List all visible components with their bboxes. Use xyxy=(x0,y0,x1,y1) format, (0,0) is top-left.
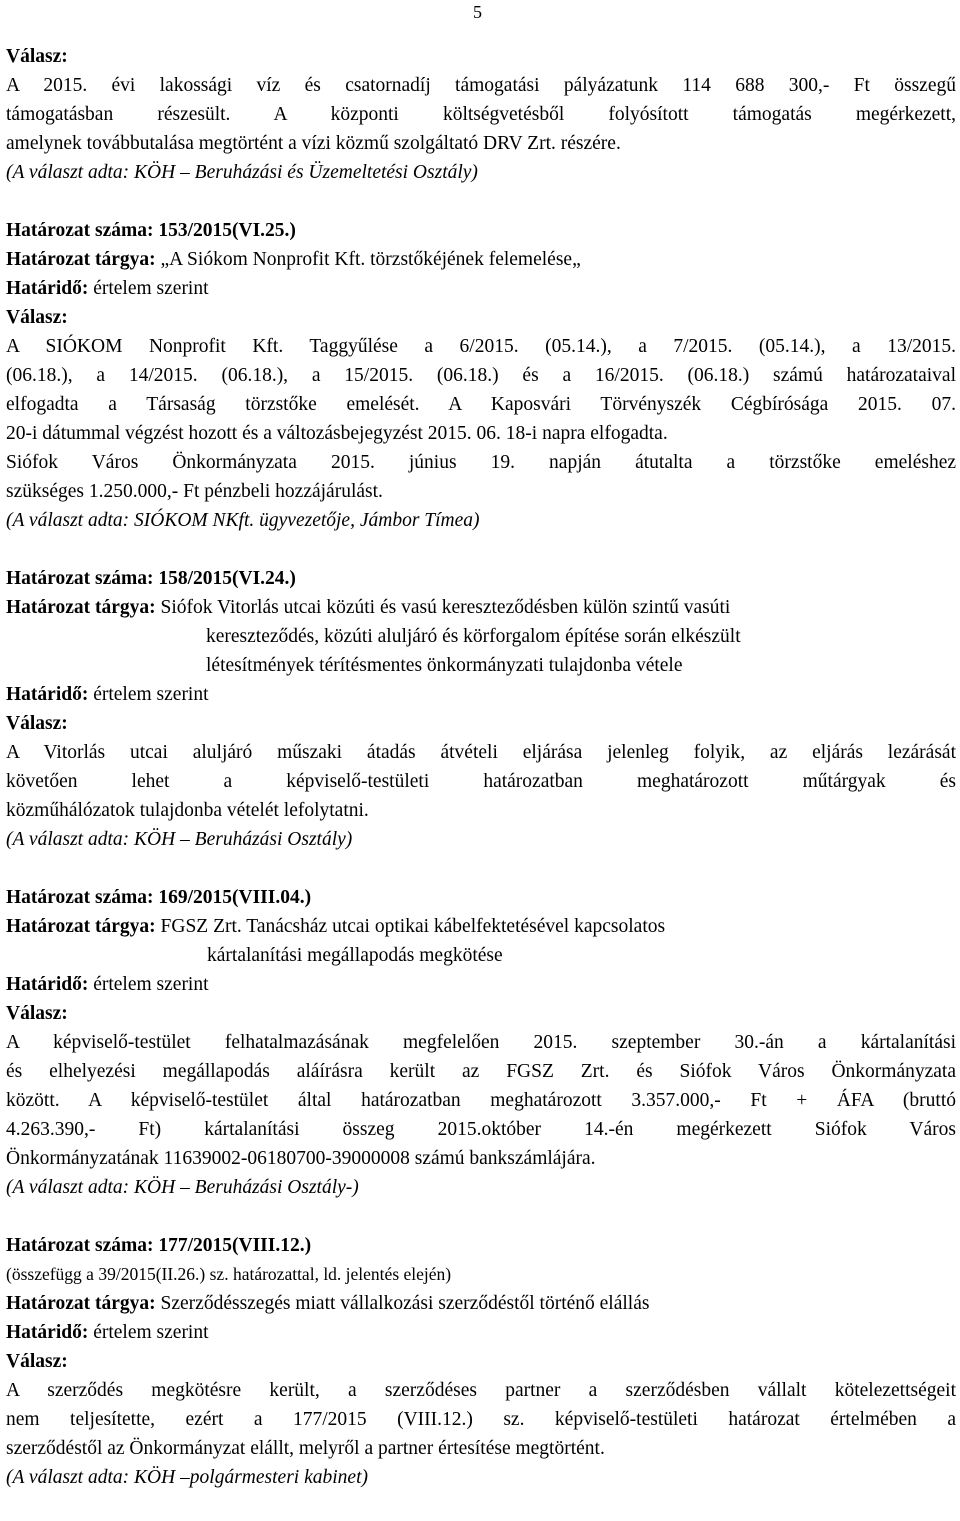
answer-label: Válasz: xyxy=(6,307,68,328)
resolution-number: 158/2015(VI.24.) xyxy=(158,568,296,589)
resolution-number-label: Határozat száma: xyxy=(6,1235,154,1256)
answer-line: 4.263.390,- Ft) kártalanítási összeg 2015.október 14.-én megérkezett Siófok Város xyxy=(6,1119,956,1140)
answer-source: (A választ adta: KÖH – Beruházási és Üzemeltetési Osztály) xyxy=(6,162,478,183)
answer-line: A 2015. évi lakossági víz és csatornadíj támogatási pályázatunk 114 688 300,- Ft összegű xyxy=(6,75,956,96)
answer-line: A SIÓKOM Nonprofit Kft. Taggyűlése a 6/2015. (05.14.), a 7/2015. (05.14.), a 13/2015. xyxy=(6,336,956,357)
resolution-subject-label: Határozat tárgya: xyxy=(6,249,156,270)
answer-line: (06.18.), a 14/2015. (06.18.), a 15/2015. (06.18.) és a 16/2015. (06.18.) számú határozataival xyxy=(6,365,956,386)
document-body xyxy=(6,42,956,1492)
answer-line: és elhelyezési megállapodás aláírásra került az FGSZ Zrt. és Siófok Város Önkormányzata xyxy=(6,1061,956,1082)
resolution-section xyxy=(6,564,956,854)
resolution-section xyxy=(6,216,956,535)
resolution-number-label: Határozat száma: xyxy=(6,220,154,241)
resolution-number-label: Határozat száma: xyxy=(6,568,154,589)
resolution-subject: létesítmények térítésmentes önkormányzati tulajdonba vétele xyxy=(206,655,683,676)
resolution-subject: „A Siókom Nonprofit Kft. törzstőkéjének felemelése„ xyxy=(160,249,581,270)
answer-line: elfogadta a Társaság törzstőke emelését. A Kaposvári Törvényszék Cégbírósága 2015. 07. xyxy=(6,394,956,415)
answer-line: amelynek továbbutalása megtörtént a vízi közmű szolgáltató DRV Zrt. részére. xyxy=(6,133,621,154)
answer-label: Válasz: xyxy=(6,713,68,734)
deadline-value: értelem szerint xyxy=(93,974,209,995)
resolution-related-note: (összefügg a 39/2015(II.26.) sz. határozattal, ld. jelentés elején) xyxy=(6,1264,452,1284)
resolution-subject: kártalanítási megállapodás megkötése xyxy=(207,945,503,966)
answer-line: Önkormányzatának 11639002-06180700-39000008 számú bankszámlájára. xyxy=(6,1148,596,1169)
resolution-number: 153/2015(VI.25.) xyxy=(158,220,296,241)
answer-line: követően lehet a képviselő-testületi határozatban meghatározott műtárgyak és xyxy=(6,771,956,792)
answer-line: szükséges 1.250.000,- Ft pénzbeli hozzájárulást. xyxy=(6,481,383,502)
answer-source: (A választ adta: KÖH –polgármesteri kabinet) xyxy=(6,1467,368,1488)
answer-label: Válasz: xyxy=(6,1351,68,1372)
answer-line: nem teljesítette, ezért a 177/2015 (VIII.12.) sz. képviselő-testületi határozat értelmében a xyxy=(6,1409,956,1430)
resolution-subject-label: Határozat tárgya: xyxy=(6,1293,156,1314)
resolution-subject: FGSZ Zrt. Tanácsház utcai optikai kábelfektetésével kapcsolatos xyxy=(160,916,666,937)
answer-line: 20-i dátummal végzést hozott és a változásbejegyzést 2015. 06. 18-i napra elfogadta. xyxy=(6,423,668,444)
answer-line: A szerződés megkötésre került, a szerződéses partner a szerződésben vállalt kötelezettségeit xyxy=(6,1380,956,1401)
answer-section xyxy=(6,42,956,187)
page-number: 5 xyxy=(473,2,482,22)
deadline-value: értelem szerint xyxy=(93,1322,209,1343)
resolution-section xyxy=(6,1231,956,1492)
deadline-label: Határidő: xyxy=(6,974,89,995)
resolution-subject-label: Határozat tárgya: xyxy=(6,597,156,618)
deadline-label: Határidő: xyxy=(6,684,89,705)
resolution-subject: Szerződésszegés miatt vállalkozási szerződéstől történő elállás xyxy=(160,1293,650,1314)
answer-line: A Vitorlás utcai aluljáró műszaki átadás átvételi eljárása jelenleg folyik, az eljárás lezárását xyxy=(6,742,956,763)
answer-line: szerződéstől az Önkormányzat elállt, melyről a partner értesítése megtörtént. xyxy=(6,1438,605,1459)
deadline-value: értelem szerint xyxy=(93,684,209,705)
answer-source: (A választ adta: SIÓKOM NKft. ügyvezetője, Jámbor Tímea) xyxy=(6,510,480,531)
answer-label: Válasz: xyxy=(6,1003,68,1024)
resolution-number-label: Határozat száma: xyxy=(6,887,154,908)
answer-source: (A választ adta: KÖH – Beruházási Osztály) xyxy=(6,829,353,850)
answer-line: támogatásban részesült. A központi költségvetésből folyósított támogatás megérkezett, xyxy=(6,104,956,125)
answer-line: között. A képviselő-testület által határozatban meghatározott 3.357.000,- Ft + ÁFA (bruttó xyxy=(6,1090,956,1111)
answer-line: Siófok Város Önkormányzata 2015. június 19. napján átutalta a törzstőke emeléshez xyxy=(6,452,956,473)
resolution-subject: kereszteződés, közúti aluljáró és körforgalom építése során elkészült xyxy=(206,626,741,647)
resolution-section xyxy=(6,883,956,1202)
resolution-subject: Siófok Vitorlás utcai közúti és vasú kereszteződésben külön szintű vasúti xyxy=(160,597,731,618)
answer-line: közműhálózatok tulajdonba vételét lefolytatni. xyxy=(6,800,369,821)
resolution-number: 169/2015(VIII.04.) xyxy=(158,887,312,908)
deadline-label: Határidő: xyxy=(6,1322,89,1343)
answer-source: (A választ adta: KÖH – Beruházási Osztály-) xyxy=(6,1177,359,1198)
answer-label: Válasz: xyxy=(6,46,68,67)
resolution-number: 177/2015(VIII.12.) xyxy=(158,1235,312,1256)
resolution-subject-label: Határozat tárgya: xyxy=(6,916,156,937)
answer-line: A képviselő-testület felhatalmazásának megfelelően 2015. szeptember 30.-án a kártalanítási xyxy=(6,1032,956,1053)
deadline-value: értelem szerint xyxy=(93,278,209,299)
deadline-label: Határidő: xyxy=(6,278,89,299)
